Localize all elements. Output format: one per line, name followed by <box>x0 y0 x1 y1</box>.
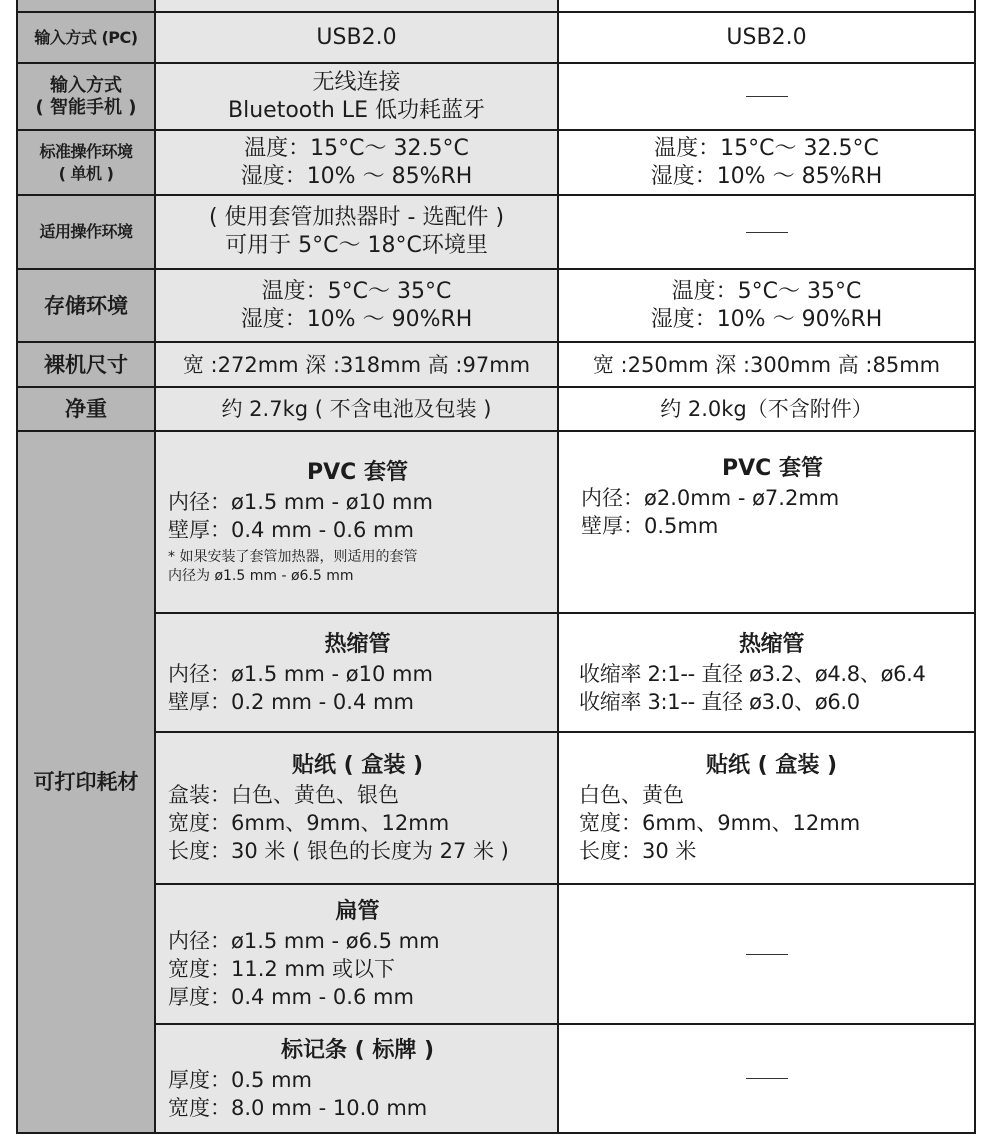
dash-placeholder <box>746 232 788 233</box>
table-row <box>17 130 975 195</box>
row-label-size: 裸机尺寸 <box>17 342 155 387</box>
input-pc-value: USB2.0 <box>155 12 558 63</box>
dash-placeholder <box>746 96 788 97</box>
empty-value <box>558 884 975 1024</box>
table-row <box>17 613 975 732</box>
footnote: * 如果安装了套管加热器，则适用的套管 内径为 ø1.5 mm - ø6.5 mm <box>168 549 418 584</box>
table-row <box>17 431 975 613</box>
value-cell <box>155 0 558 12</box>
heat-shrink-spec: 热缩管 收缩率 2:1-- 直径 ø3.2、ø4.8、ø6.4 收缩率 3:1-- 直径 ø3.0、ø6.0 <box>558 613 975 732</box>
value-cell <box>558 0 975 12</box>
size-value: 宽 :272mm 深 :318mm 高 :97mm <box>155 342 558 387</box>
input-phone-value: 无线连接 Bluetooth LE 低功耗蓝牙 <box>155 63 558 130</box>
table-row <box>17 884 975 1024</box>
empty-value <box>558 195 975 269</box>
dash-placeholder <box>746 954 788 955</box>
table-row <box>17 387 975 431</box>
table-row <box>17 195 975 269</box>
storage-value: 温度：5°C～ 35°C 湿度：10% ～ 90%RH <box>558 269 975 342</box>
row-label-consumables: 可打印耗材 <box>17 431 155 1133</box>
table-row <box>17 1024 975 1133</box>
empty-value <box>558 1024 975 1133</box>
table-row <box>17 63 975 130</box>
std-env-value: 温度：15°C～ 32.5°C 湿度：10% ～ 85%RH <box>558 130 975 195</box>
sticker-spec: 贴纸 ( 盒装 ) 白色、黄色 宽度：6mm、9mm、12mm 长度：30 米 <box>558 732 975 884</box>
heat-shrink-spec: 热缩管 内径：ø1.5 mm - ø10 mm 壁厚：0.2 mm - 0.4 mm <box>155 613 558 732</box>
weight-value: 约 2.0kg（不含附件） <box>558 387 975 431</box>
empty-value <box>558 63 975 130</box>
row-label-storage: 存储环境 <box>17 269 155 342</box>
spec-table <box>16 0 976 1134</box>
storage-value: 温度：5°C～ 35°C 湿度：10% ～ 90%RH <box>155 269 558 342</box>
table-row <box>17 12 975 63</box>
weight-value: 约 2.7kg ( 不含电池及包装 ) <box>155 387 558 431</box>
table-row <box>17 342 975 387</box>
std-env-value: 温度：15°C～ 32.5°C 湿度：10% ～ 85%RH <box>155 130 558 195</box>
pvc-sleeve-spec: PVC 套管 内径：ø2.0mm - ø7.2mm 壁厚：0.5mm <box>558 431 975 613</box>
row-label-app-env: 适用操作环境 <box>17 195 155 269</box>
row-label-weight: 净重 <box>17 387 155 431</box>
sticker-spec: 贴纸 ( 盒装 ) 盒装：白色、黄色、银色 宽度：6mm、9mm、12mm 长度：30 米 ( 银色的长度为 27 米 ) <box>155 732 558 884</box>
label-cell <box>17 0 155 12</box>
row-label-input-pc: 输入方式 (PC) <box>17 12 155 63</box>
table-row <box>17 732 975 884</box>
dash-placeholder <box>746 1078 788 1079</box>
input-pc-value: USB2.0 <box>558 12 975 63</box>
flat-tube-spec: 扁管 内径：ø1.5 mm - ø6.5 mm 宽度：11.2 mm 或以下 厚度：0.4 mm - 0.6 mm <box>155 884 558 1024</box>
marker-strip-spec: 标记条 ( 标牌 ) 厚度：0.5 mm 宽度：8.0 mm - 10.0 mm <box>155 1024 558 1133</box>
pvc-sleeve-spec: PVC 套管 内径：ø1.5 mm - ø10 mm 壁厚：0.4 mm - 0.6 mm * 如果安装了套管加热器，则适用的套管 内径为 ø1.5 mm - ø6.5 mm <box>155 431 558 613</box>
size-value: 宽 :250mm 深 :300mm 高 :85mm <box>558 342 975 387</box>
row-label-std-env: 标准操作环境 ( 单机 ) <box>17 130 155 195</box>
app-env-value: ( 使用套管加热器时 - 选配件 ) 可用于 5°C～ 18°C环境里 <box>155 195 558 269</box>
row-label-input-phone: 输入方式 ( 智能手机 ) <box>17 63 155 130</box>
table-row <box>17 0 975 12</box>
table-row <box>17 269 975 342</box>
